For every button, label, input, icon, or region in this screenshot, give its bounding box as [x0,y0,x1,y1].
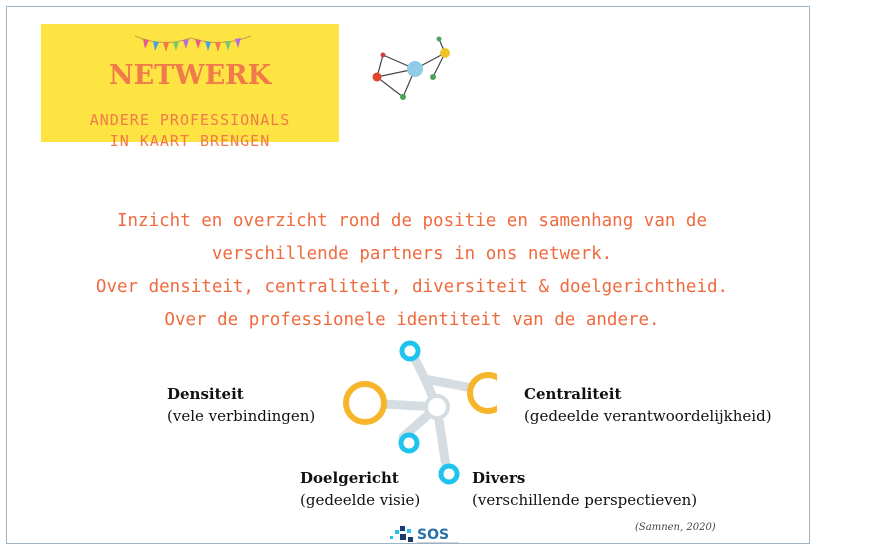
label-densiteit [167,383,315,427]
label-densiteit-desc: (vele verbindingen) [167,407,316,425]
label-divers-desc: (verschillende perspectieven) [472,491,698,509]
label-centraliteit-title: Centraliteit [524,385,622,403]
label-divers-title: Divers [472,469,526,487]
label-doelgericht [300,467,420,511]
network-graph-icon [363,31,463,111]
intro-line: Over densiteit, centraliteit, diversiteit & doelgerichtheid. [95,277,729,297]
label-doelgericht-desc: (gedeelde visie) [300,491,421,509]
divers-node [441,466,457,482]
intro-line: Over de professionele identiteit van de andere. [164,310,660,330]
densiteit-node [346,384,384,422]
title-banner [41,24,339,150]
intro-line: verschillende partners in ons netwerk. [211,244,613,264]
slide [6,6,810,544]
label-centraliteit [524,383,772,427]
banner-title: NETWERK [108,60,272,91]
label-centraliteit-desc: (gedeelde verantwoordelijkheid) [524,407,772,425]
sos-logo [387,520,467,548]
intro-line: Inzicht en overzicht rond de positie en samenhang van de [116,211,707,231]
label-divers [472,467,697,511]
sos-logo-text: SOS [417,527,450,543]
center-node [426,396,448,418]
intro-text [67,205,757,337]
label-doelgericht-title: Doelgericht [300,469,399,487]
banner-subtitle-line1: ANDERE PROFESSIONALS [89,111,291,129]
citation: (Samnen, 2020) [635,522,716,533]
centraliteit-node [470,375,497,411]
label-densiteit-title: Densiteit [167,385,244,403]
top-node [402,343,418,359]
banner-subtitle-line2: IN KAART BRENGEN [109,132,271,150]
network-diagram [337,337,497,487]
doelgericht-node [401,435,417,451]
bunting-icon [133,32,253,60]
